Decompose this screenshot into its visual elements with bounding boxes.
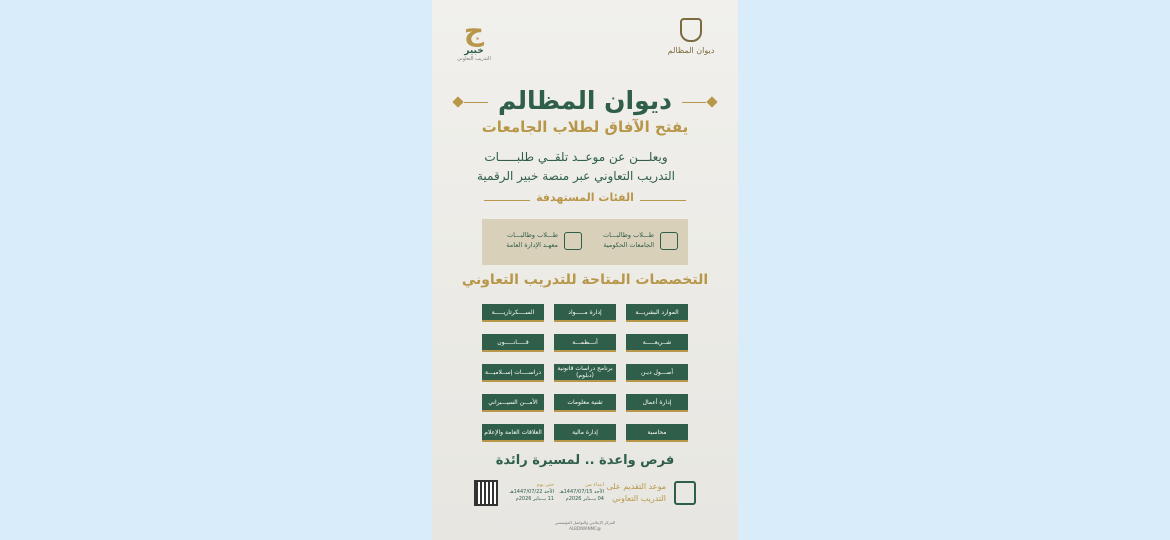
spec-chip: أنـــظمـــة (554, 334, 616, 352)
footer (432, 520, 738, 532)
page-subtitle: يفتح الآفاق لطلاب الجامعات (481, 118, 689, 136)
khabeer-logo-mark: ج (463, 14, 485, 47)
end-gregorian: 11 يـــناير 2026م (515, 496, 554, 502)
application-label-line2: التدريب التعاوني (612, 494, 666, 503)
start-date (558, 482, 604, 503)
start-heading: ابتداء من (585, 482, 604, 488)
tagline: فرص واعدة .. لمسيرة رائدة (495, 453, 675, 468)
announcement (472, 148, 680, 186)
announcement-line1: ويعلـــن عن موعــد تلقــي طلبـــــات (484, 150, 668, 164)
footer-line1: المركز الإعلامي والتواصل المؤسسي (554, 520, 616, 525)
category-line1: طـــلاب وطالبـــات (507, 231, 558, 239)
categories-title: الفئات المستهدفة (536, 191, 634, 204)
application-label-line1: موعد التقديم على (606, 482, 666, 491)
start-gregorian: 04 يـــناير 2026م (565, 496, 604, 502)
end-heading: حتى يوم (536, 482, 554, 488)
spec-chip: برنامج دراسات قانونية (دبلوم) (554, 364, 616, 382)
spec-chip: الموارد البشريـــة (626, 304, 688, 322)
start-hijri: الأحد 1447/07/15هـ (559, 489, 604, 495)
spec-chip: أصـــول ديـن (626, 364, 688, 382)
diwan-logo (666, 18, 716, 62)
spec-chip: قـــــانـــــون (482, 334, 544, 352)
students-group-icon (660, 232, 678, 250)
khabeer-logo-sub: التدريب التعاوني (457, 56, 491, 62)
khabeer-logo-name: خبير (464, 46, 484, 56)
calendar-icon (674, 481, 696, 505)
spec-chip: دراســــات إســلاميـــة (482, 364, 544, 382)
category-item-institute (488, 230, 584, 256)
diwan-calligraphy: ديوان المظالم (667, 46, 715, 55)
spec-chip: محاسبة (626, 424, 688, 442)
spec-chip: الأمـــن السيـــبراني (482, 394, 544, 412)
spec-chip: إدارة مـــــواد (554, 304, 616, 322)
category-line2: معهـد الإدارة العامة (506, 241, 558, 249)
spec-chip: العلاقات العامة والإعلام (482, 424, 544, 442)
spec-chip: تقنية معلومات (554, 394, 616, 412)
page-title: ديوان المظالم (498, 86, 672, 115)
spec-chip: شــريعـــــة (626, 334, 688, 352)
spec-chip: الســــكرتاريـــــة (482, 304, 544, 322)
announcement-line2: التدريب التعاوني عبر منصة خبير الرقمية (476, 169, 675, 183)
specializations-title: التخصصات المتاحة للتدريب التعاوني (461, 272, 709, 288)
application-label (606, 481, 666, 505)
graduates-icon (564, 232, 582, 250)
poster (432, 0, 738, 540)
qr-code[interactable] (474, 480, 498, 506)
category-line1: طـــلاب وطالبـــات (603, 231, 654, 239)
category-item-universities (584, 230, 680, 256)
khabeer-logo (454, 16, 494, 72)
categories-box (482, 219, 688, 265)
end-date (508, 482, 554, 503)
footer-handle: @ALBDIWANMC (569, 526, 601, 531)
spec-chip: إدارة مالية (554, 424, 616, 442)
end-hijri: الأحد 1447/07/22هـ (509, 489, 554, 495)
title-row (432, 86, 738, 116)
spec-chip: إدارة أعمال (626, 394, 688, 412)
diwan-seal-icon (680, 18, 702, 42)
category-line2: الجامعات الحكومية (603, 241, 654, 249)
